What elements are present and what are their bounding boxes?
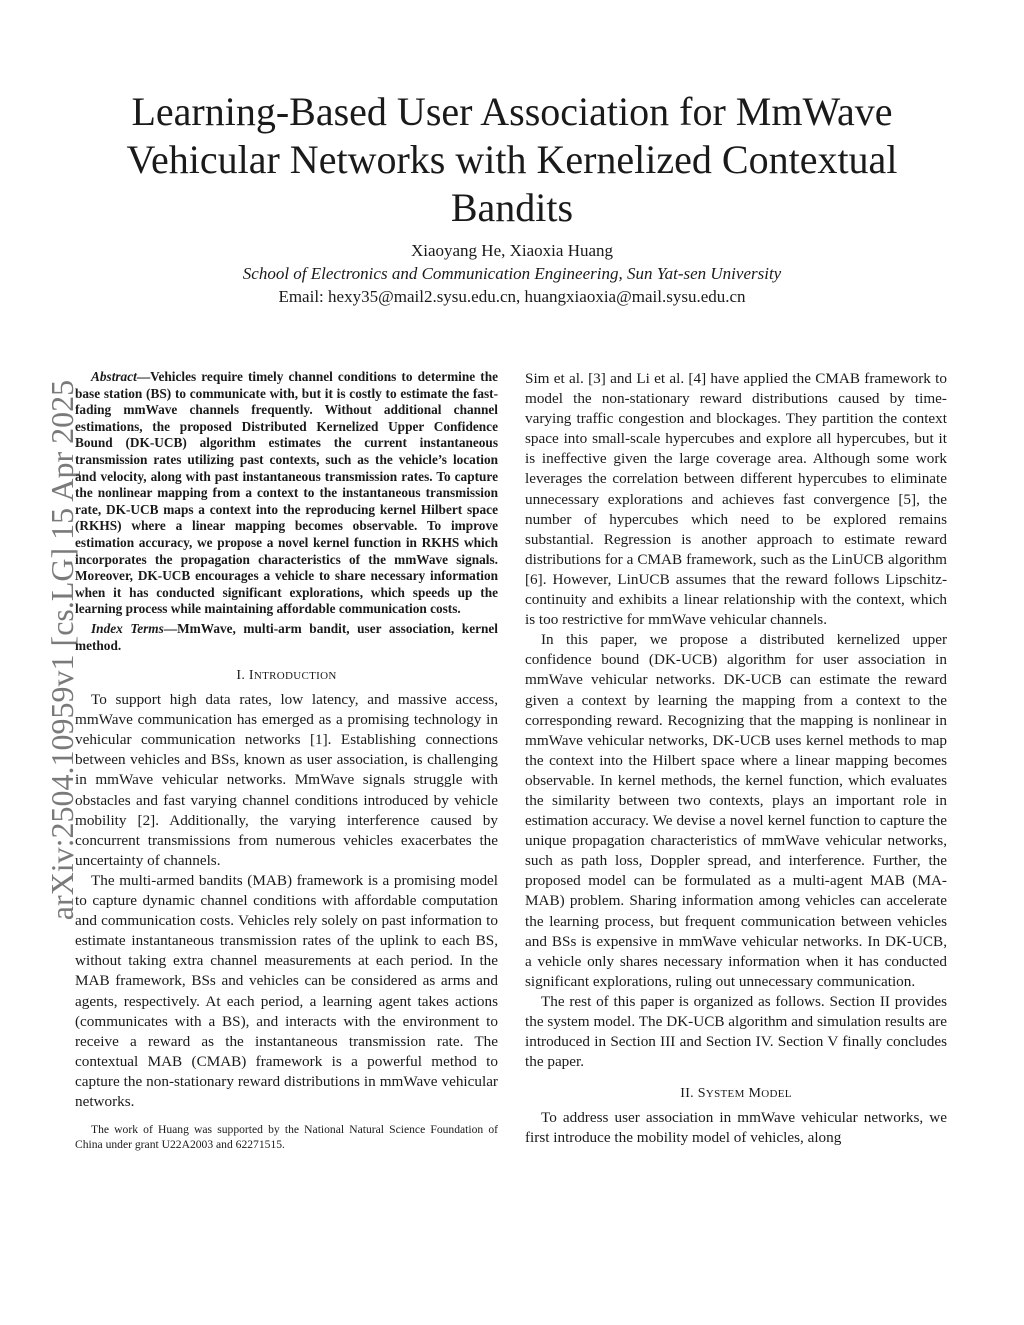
section-name-part: ODEL: [761, 1088, 792, 1101]
section-name-capital: M: [744, 1086, 762, 1102]
arxiv-identifier: arXiv:2504.10959v1 [cs.LG] 15 Apr 2025: [44, 379, 80, 921]
intro-paragraph-1: To support high data rates, low latency, and massive access, mmWave communication has emerged as a promising technology in vehicular communication networks [1]. Establishing connections between vehicles and BSs, known as user association, is challenging in mmWave vehicular networks. MmWave signals struggle with obstacles and fast varying channel conditions introduced by vehicle mobility [2]. Additionally, the varying interference caused by concurrent transmissions from numerous vehicles exacerbates the uncertainty of channels.: [75, 691, 498, 869]
author-emails: Email: hexy35@mail2.sysu.edu.cn, huangxiaoxia@mail.sysu.edu.cn: [278, 287, 746, 306]
section-heading-introduction: [75, 667, 498, 685]
index-terms: [75, 621, 498, 654]
paper-title: Learning-Based User Association for MmWave Vehicular Networks with Kernelized Contextual Bandits: [126, 89, 898, 230]
index-terms-label: Index Terms: [91, 620, 164, 636]
abstract: [75, 369, 498, 618]
section-name: NTRODUCTION: [253, 670, 337, 683]
intro-paragraph-2: The multi-armed bandits (MAB) framework is a promising model to capture dynamic channel conditions with affordable computation and communication costs. Vehicles rely solely on past information to estimate instantaneous transmission rates of the uplink to each BS, without taking extra channel measurements at each period. In the MAB framework, BSs and vehicles can be considered as arms and agents, respectively. At each period, a learning agent takes actions (communicates with a BS), and interacts with the environment to receive a reward as the instantaneous transmission rate. The contextual MAB (CMAB) framework is a powerful method to capture the non-stationary reward distributions in mmWave vehicular networks.: [75, 871, 498, 1110]
system-model-paragraph-1: To address user association in mmWave vehicular networks, we first introduce the mobility model of vehicles, along: [525, 1109, 947, 1147]
index-terms-text: —MmWave, multi-arm bandit, user association, kernel method.: [75, 620, 498, 653]
affiliation: School of Electronics and Communication Engineering, Sun Yat-sen University: [242, 264, 782, 283]
intro-paragraph-5: The rest of this paper is organized as follows. Section II provides the system model. The DK-UCB algorithm and simulation results are introduced in Section III and Section IV. Section V finally concludes the paper.: [525, 992, 947, 1071]
abstract-text: —Vehicles require timely channel conditions to determine the base station (BS) to communicate with, but it is costly to estimate the fast-fading mmWave channels frequently. Without additional channel estimations, the proposed Distributed Kernelized Upper Confidence Bound (DK-UCB) algorithm estimates the current instantaneous transmission rates utilizing past contexts, such as the vehicle’s location and velocity, along with past instantaneous transmission rates. To capture the nonlinear mapping from a context to the instantaneous transmission rate, DK-UCB maps a context into the reproducing kernel Hilbert space (RKHS) where a linear mapping becomes observable. To improve estimation accuracy, we propose a novel kernel function in RKHS which incorporates the propagation characteristics of the mmWave signals. Moreover, DK-UCB encourages a vehicle to share necessary information when it has conducted significant explorations, which speeds up the learning process while maintaining affordable communication costs.: [75, 369, 498, 617]
section-name-part: YSTEM: [705, 1088, 745, 1101]
intro-paragraph-3: Sim et al. [3] and Li et al. [4] have applied the CMAB framework to model the non-stationary reward distributions caused by time-varying traffic congestion and blockages. They partition the context space into small-scale hypercubes and explore all hypercubes, but it is ineffective given the large coverage area. Although some work leverages the correlation between different hypercubes to eliminate unnecessary explorations and achieves fast convergence [5], the number of hypercubes which need to be explored remains substantial. Regression is another approach to estimate reward distributions for a CMAB framework, such as the LinUCB algorithm [6]. However, LinUCB assumes that the reward follows Lipschitz-continuity and exhibits a linear relationship with the context, which is too restrictive for mmWave vehicular channels.: [525, 370, 947, 629]
right-column: [525, 369, 947, 1148]
intro-paragraph-4: In this paper, we propose a distributed kernelized upper confidence bound (DK-UCB) algorithm for user association in mmWave vehicular networks. DK-UCB can estimate the reward given a context by learning the mapping from a context to the corresponding reward. Recognizing that the mapping is nonlinear in mmWave vehicular networks, DK-UCB uses kernel methods to map the context into the Hilbert space where a linear mapping becomes observable. In kernel methods, the kernel function, which evaluates the similarity between two contexts, plays an important role in estimation accuracy. We devise a novel kernel function to capture the unique propagation characteristics of mmWave vehicular networks, such as path loss, Doppler spread, and interference. Further, the proposed model can be formulated as a multi-agent MAB (MA-MAB) problem. Sharing information among vehicles can accelerate the learning process, but frequent communication between vehicles and BSs is expensive in mmWave vehicular networks. In DK-UCB, a vehicle only shares necessary information when it has conducted significant explorations, ruling out unnecessary communication.: [525, 631, 947, 990]
section-heading-system-model: [525, 1085, 947, 1103]
author-list: Xiaoyang He, Xiaoxia Huang: [410, 241, 614, 260]
left-column: [75, 369, 498, 1152]
section-numeral: I. I: [236, 668, 254, 684]
section-numeral: II. S: [680, 1086, 706, 1102]
abstract-label: Abstract: [91, 369, 137, 384]
funding-footnote: The work of Huang was supported by the National Natural Science Foundation of China under grant U22A2003 and 62271515.: [75, 1123, 498, 1152]
